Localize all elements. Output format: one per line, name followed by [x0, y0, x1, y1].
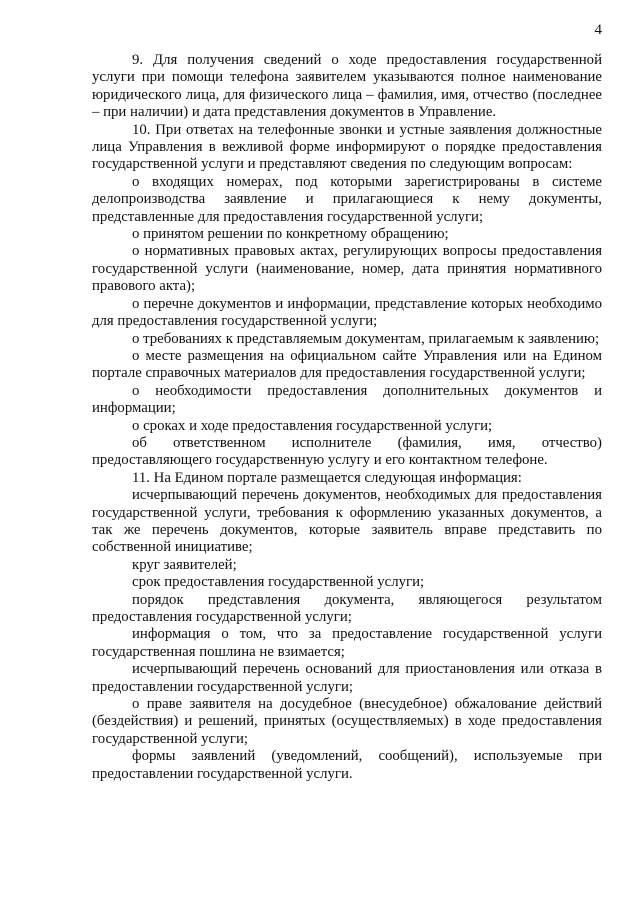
list-item: о требованиях к представляемым документам, прилагаемым к заявлению; — [132, 330, 600, 347]
paragraph-9: 9. Для получения сведений о ходе предоставления государственной услуги при помощи телефона заявителем указываются полное наименование юридического лица, для физического лица – фамилия, имя, отчество (последнее – при наличии) и дата представления документов в Управление. — [92, 52, 602, 121]
list-item: о праве заявителя на досудебное (внесудебное) обжалование действий (бездействия) и решений, принятых (осуществляемых) в ходе предоставления государственной услуги; — [92, 696, 602, 747]
list-item: о нормативных правовых актах, регулирующих вопросы предоставления государственной услуги (наименование, номер, дата принятия нормативного правового акта); — [92, 243, 602, 295]
list-item: о принятом решении по конкретному обращению; — [132, 226, 449, 243]
list-item: исчерпывающий перечень документов, необходимых для предоставления государственной услуги, требования к оформлению указанных документов, а так же перечень документов, которые заявитель вправе представить по собственной инициативе; — [92, 487, 602, 556]
paragraph-11: 11. На Едином портале размещается следующая информация: — [132, 469, 522, 486]
list-item: о необходимости предоставления дополнительных документов и информации; — [92, 382, 602, 417]
list-item: формы заявлений (уведомлений, сообщений), используемые при предоставлении государственной услуги. — [92, 748, 602, 782]
list-item: о месте размещения на официальном сайте Управления или на Едином портале справочных материалов для предоставления государственной услуги; — [92, 347, 602, 382]
list-item: исчерпывающий перечень оснований для приостановления или отказа в предоставлении государственной услуги; — [92, 661, 602, 695]
list-item: об ответственном исполнителе (фамилия, имя, отчество) предоставляющего государственную услугу и его контактном телефоне. — [92, 434, 602, 469]
list-item: порядок представления документа, являющегося результатом предоставления государственной услуги; — [92, 591, 602, 625]
list-item: круг заявителей; — [132, 556, 237, 573]
list-item: о входящих номерах, под которыми зарегистрированы в системе делопроизводства заявление и прилагающиеся к нему документы, представленные для предоставления государственной услуги; — [92, 173, 602, 225]
paragraph-10: 10. При ответах на телефонные звонки и устные заявления должностные лица Управления в вежливой форме информируют о порядке предоставления государственной услуги и представляют сведения по следующим вопросам: — [92, 121, 602, 173]
document-body — [92, 52, 602, 783]
list-item: информация о том, что за предоставление государственной услуги государственная пошлина не взимается; — [92, 626, 602, 660]
list-item: срок предоставления государственной услуги; — [132, 574, 425, 591]
list-item: о сроках и ходе предоставления государственной услуги; — [132, 417, 493, 434]
list-item: о перечне документов и информации, представление которых необходимо для предоставления государственной услуги; — [92, 295, 602, 330]
page-number: 4 — [594, 22, 602, 38]
